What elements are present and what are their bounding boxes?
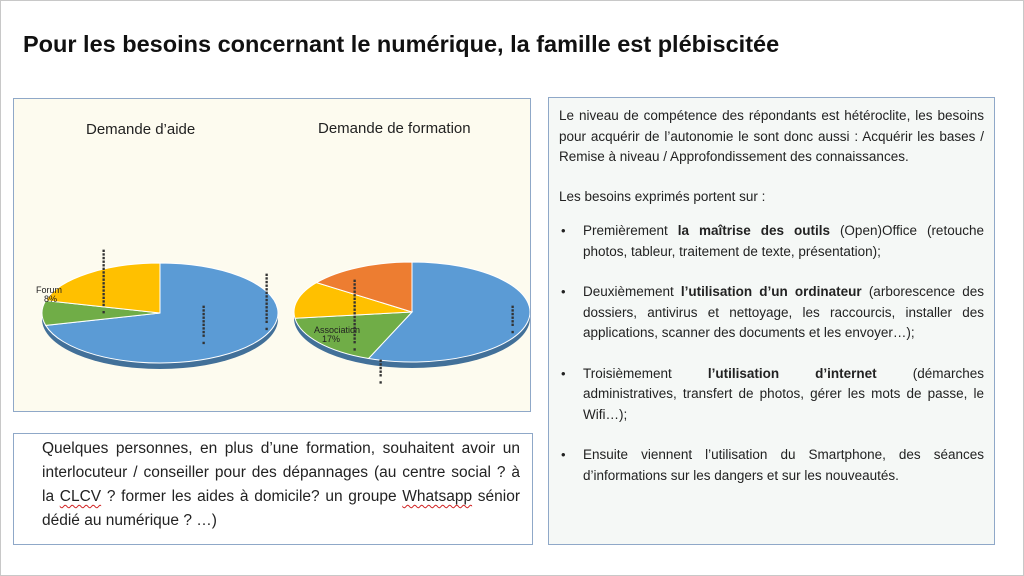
training-chart-title: Demande de formation — [318, 120, 471, 137]
needs-list-item — [559, 221, 984, 262]
note-text-before: Quelques personnes, en plus d’une formation, souhaitent avoir un interlocuteur / conseiller pour des dépannages (au centre social ? à la — [42, 440, 520, 505]
association-label: Association — [314, 325, 361, 335]
chart-panel — [13, 98, 531, 412]
training-pie-chart — [294, 262, 530, 368]
item-text: (arborescence des dossiers, antivirus et nettoyage, les raccourcis, installer des applications, scanner des documents et les envoyer…); — [583, 284, 985, 340]
help-pie-chart — [42, 263, 278, 369]
needs-list — [559, 221, 984, 486]
item-text: (démarches administratives, transfert de photos, gérer les mots de passe, le Wifi…); — [583, 365, 984, 422]
forum-label: Forum — [36, 285, 63, 295]
note-clcv: CLCV — [59, 488, 102, 505]
bullet: • — [561, 447, 566, 462]
note-whatsapp: Whatsapp — [402, 488, 473, 505]
note-text-after: sénior dédié au numérique ? …) — [42, 488, 520, 529]
item-text: Ensuite viennent l’utilisation du Smartphone, des séances d’informations sur les dangers et sur les nouveautés. — [583, 447, 984, 483]
help-chart-title: Demande d’aide — [86, 121, 196, 138]
needs-list-item — [559, 364, 984, 426]
association-percent: 17% — [322, 334, 341, 344]
item-prefix: Deuxièmement — [583, 284, 681, 299]
bullet: • — [561, 284, 566, 299]
svg-text:▪▪▪▪▪▪▪▪▪▪▪▪▪▪ ▪: ▪▪▪▪▪▪▪▪▪▪▪▪▪▪ ▪ — [263, 273, 270, 331]
bullet: • — [561, 223, 566, 238]
needs-list-item — [559, 282, 984, 344]
panel-intro: Le niveau de compétence des répondants est hétéroclite, les besoins pour acquérir de l’autonomie le sont donc aussi : Acquérir les bases / Remise à niveau / Approfondissement des connaissances. — [559, 108, 984, 164]
item-prefix: Troisièmement — [583, 365, 708, 381]
pie-charts — [14, 99, 530, 411]
panel-intro2: Les besoins exprimés portent sur : — [559, 188, 766, 204]
needs-panel — [548, 97, 995, 545]
note-text-middle: ? former les aides à domicile? un groupe — [101, 488, 403, 505]
item-prefix: Premièrement — [583, 223, 678, 238]
svg-text:▪▪▪▪▪ ▪: ▪▪▪▪▪ ▪ — [377, 359, 384, 385]
note-box — [13, 433, 533, 545]
slide-title: Pour les besoins concernant le numérique, la famille est plébiscitée — [23, 31, 780, 57]
needs-list-item — [559, 445, 984, 486]
forum-percent: 8% — [44, 294, 58, 304]
item-bold: l’utilisation d’un ordinateur — [680, 284, 862, 299]
svg-text:▪▪▪▪▪▪▪▪▪▪▪▪▪▪▪▪▪▪ ▪: ▪▪▪▪▪▪▪▪▪▪▪▪▪▪▪▪▪▪ ▪ — [351, 279, 358, 352]
item-text: (Open)Office (retouche photos, tableur, traitement de texte, présentation); — [583, 223, 984, 259]
svg-text:▪▪▪▪▪▪ ▪: ▪▪▪▪▪▪ ▪ — [509, 305, 516, 334]
svg-text:▪▪▪▪▪▪▪▪▪ ▪: ▪▪▪▪▪▪▪▪▪ ▪ — [200, 305, 207, 345]
item-bold: la maîtrise des outils — [677, 223, 830, 238]
item-bold: l’utilisation d’internet — [707, 365, 877, 381]
svg-text:▪▪▪▪▪▪▪▪▪▪▪▪▪▪▪▪ ▪: ▪▪▪▪▪▪▪▪▪▪▪▪▪▪▪▪ ▪ — [100, 249, 107, 315]
bullet: • — [561, 365, 566, 381]
